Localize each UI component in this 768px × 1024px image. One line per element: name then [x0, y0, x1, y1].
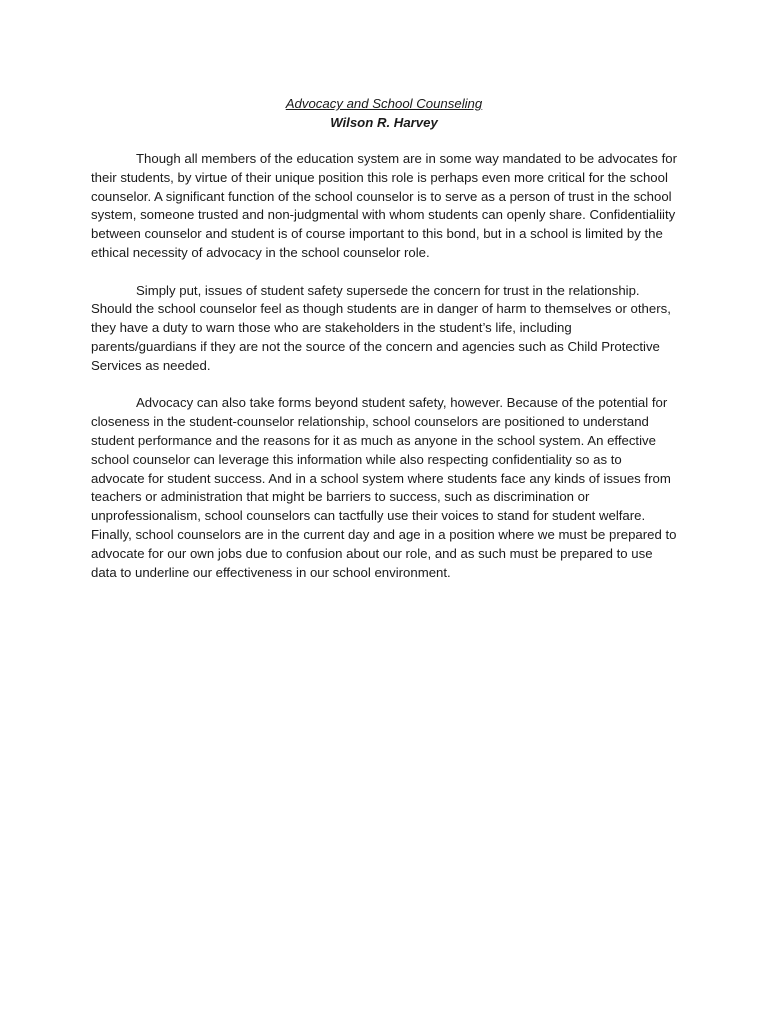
document-title: Advocacy and School Counseling: [285, 96, 483, 111]
paragraph-3: Advocacy can also take forms beyond student safety, however. Because of the potential for closeness in the student-counselor relationship, school counselors are positioned to understand student performance and the reasons for it as much as anyone in the school system. An effective school counselor can leverage this information while also respecting confidentiality so as to advocate for student success. And in a school system where students face any kinds of issues from teachers or administration that might be barriers to success, such as discrimination or unprofessionalism, school counselors can tactfully use their voices to stand for student welfare. Finally, school counselors are in the current day and age in a position where we must be prepared to advocate for our own jobs due to confusion about our role, and as such must be prepared to use data to underline our effectiveness in our school environment.: [91, 395, 677, 580]
document-author: Wilson R. Harvey: [330, 115, 438, 130]
paragraph-2: Simply put, issues of student safety supersede the concern for trust in the relationship. Should the school counselor feel as though students are in danger of harm to themselves or others, they have a duty to warn those who are stakeholders in the student’s life, including parents/guardians if they are not the source of the concern and agencies such as Child Protective Services as needed.: [91, 282, 671, 373]
document-body: [91, 150, 677, 601]
paragraph-1: Though all members of the education system are in some way mandated to be advocates for their students, by virtue of their unique position this role is perhaps even more critical for the school counselor. A significant function of the school counselor is to serve as a person of trust in the school system, someone trusted and non-judgmental with whom students can openly share. Confidentialiity between counselor and student is of course important to this bond, but in a school is limited by the ethical necessity of advocacy in the school counselor role.: [91, 151, 677, 260]
document-header: [0, 94, 768, 132]
